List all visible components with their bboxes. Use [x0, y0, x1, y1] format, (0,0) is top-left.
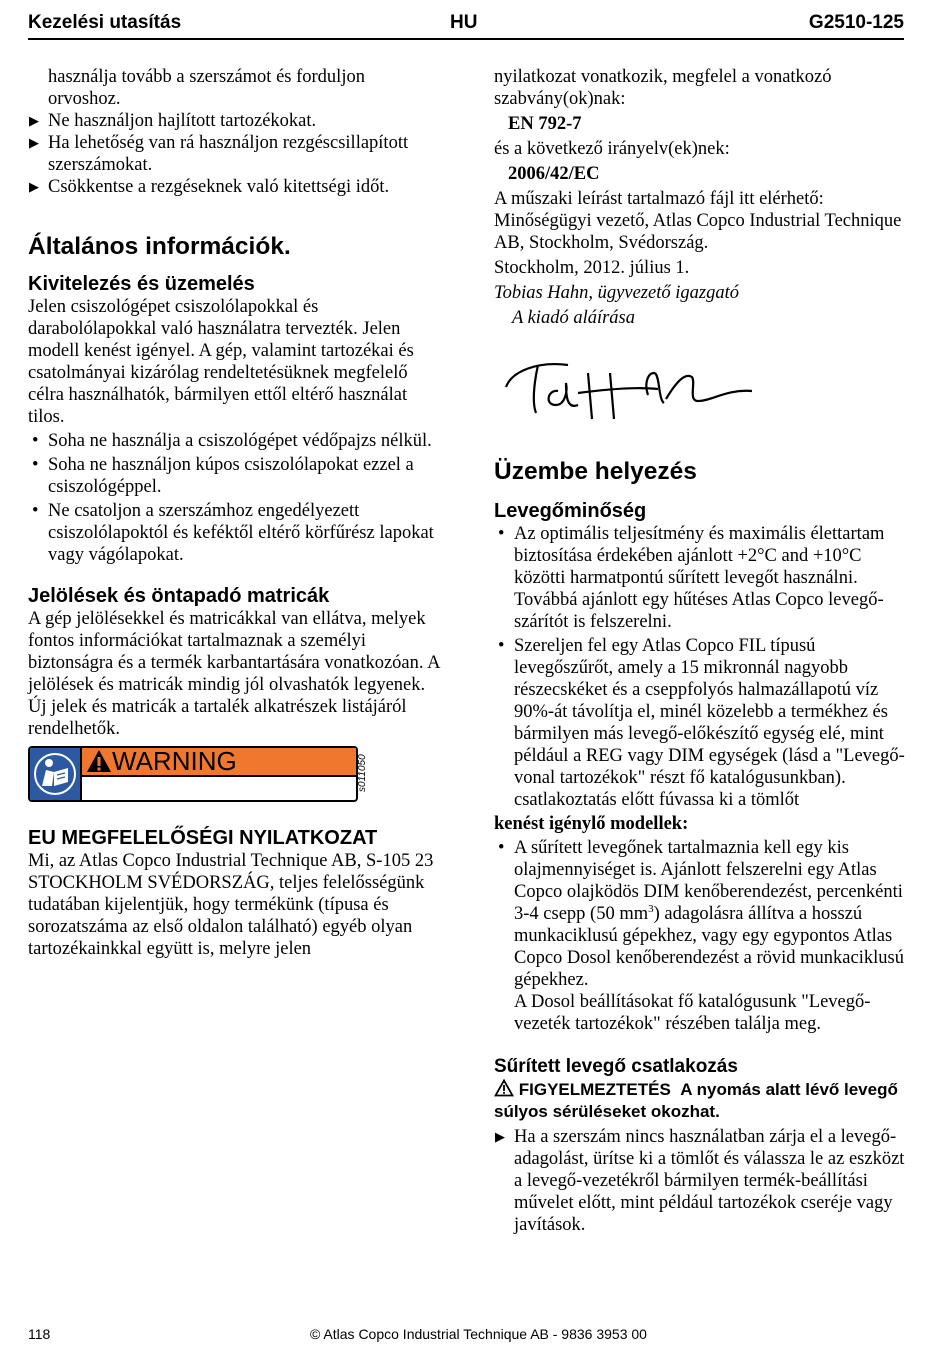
- document-title: Kezelési utasítás: [28, 12, 182, 33]
- list-item: [494, 1126, 906, 1236]
- list-item-text: Szereljen fel egy Atlas Copco FIL típusú levegőszűrőt, amely a 15 mikronnál nagyobb részecskéket és a cseppfolyós halmazállapotú víz 90%-át távolítja el, minél közelebb a termékhez és bármilyen más levegő-előkészítő egység elé, mint például a REG vagy DIM egységek (lásd a "Levegő-vonal tartozékok" részt fő katalógusunkban). csatlakoztatás előtt fúvassa ki a tömlőt: [514, 636, 905, 810]
- continued-text-line-1: használja tovább a szerszámot és forduljon: [48, 67, 365, 87]
- list-item: [494, 635, 906, 811]
- page-header: [28, 10, 904, 40]
- list-item: [28, 176, 448, 198]
- eu-continued-paragraph: nyilatkozat vonatkozik, megfelel a vonatkozó szabvány(ok)nak:: [494, 67, 832, 109]
- right-column: [494, 66, 906, 1236]
- continued-text-line-2: orvoshoz.: [48, 89, 121, 109]
- triangle-right-icon: ▶: [29, 179, 39, 194]
- list-item-text: Ne csatoljon a szerszámhoz engedélyezett csiszolólapoktól és keféktől eltérő körfűrész lapokat vagy vágólapokat.: [48, 501, 434, 565]
- place-and-date: Stockholm, 2012. július 1.: [494, 258, 690, 278]
- signer-name: Tobias Hahn, ügyvezető igazgató: [494, 283, 739, 303]
- left-column: [28, 66, 448, 960]
- marks-paragraph: A gép jelölésekkel és matricákkal van ellátva, melyek fontos információkat tartalmaznak a személyi biztonságra és a termék karbantartására vonatkozóan. A jelölések és matricák mindig jól olvashatók legyenek. Új jelek és matricák a tartalék alkatrészek listájáról rendelhetők.: [28, 609, 440, 739]
- dosol-text: A Dosol beállításokat fő katalógusunk "Levegő-vezeték tartozékok" részében találja meg.: [514, 992, 871, 1034]
- language-code: HU: [450, 12, 478, 33]
- list-item-text: Soha ne használjon kúpos csiszolólapokat ezzel a csiszológéppel.: [48, 455, 414, 497]
- subsection-title-design: Kivitelezés és üzemelés: [28, 273, 255, 295]
- warning-banner: [82, 748, 356, 777]
- list-item: [494, 837, 906, 991]
- list-item-text: Az optimális teljesítmény és maximális élettartam biztosítása érdekében ajánlott +2°C and +10°C közötti harmatpontú sűrített levegőt használni. Továbbá ajánlott egy hűtéses Atlas Copco levegő-szárítót is felszerelni.: [514, 524, 885, 632]
- model-number: G2510-125: [808, 12, 904, 33]
- section-title-startup: Üzembe helyezés: [494, 458, 697, 485]
- list-item-text: A sűrített levegőnek tartalmaznia kell egy kis olajmennyiséget is. Ajánlott felszerelni egy Atlas Copco olajködös DIM kenőberendezést, percenkénti 3-4 csepp (50 $mm^3$) adagolásra állítva a hosszú munkaciklusú gépekhez, vagy egy egypontos Atlas Copco Dosol kenőberendezést a rövid munkaciklusú gépekhez.: [514, 838, 904, 990]
- subsection-title-air-quality: Levegőminőség: [494, 500, 647, 522]
- warning-heading: FIGYELMEZTETÉS: [518, 1080, 671, 1099]
- warning-triangle-icon: [86, 749, 112, 773]
- directive-number: 2006/42/EC: [508, 164, 600, 184]
- read-manual-icon: [30, 748, 82, 800]
- label-code: s011050: [357, 754, 368, 792]
- section-title-general: Általános információk.: [28, 233, 291, 260]
- technical-file-text: A műszaki leírást tartalmazó fájl itt elérhető: Minőségügyi vezető, Atlas Copco Industrial Technique AB, Stockholm, Svédország.: [494, 189, 902, 253]
- triangle-right-icon: ▶: [29, 135, 39, 150]
- list-item: [28, 132, 448, 176]
- warning-notice: [494, 1079, 906, 1123]
- list-item: [28, 500, 448, 566]
- list-item-text: Soha ne használja a csiszológépet védőpajzs nélkül.: [48, 431, 432, 451]
- list-item-text: Ha a szerszám nincs használatban zárja el a levegő-adagolást, ürítse ki a tömlőt és válassza le az eszközt a levegő-vezetékről bármilyen termék-beállítási művelet előtt, mint például tartozékok cseréje vagy javítások.: [514, 1127, 905, 1235]
- subsection-title-connection: Sűrített levegő csatlakozás: [494, 1056, 738, 1077]
- warning-label-text: WARNING: [112, 746, 237, 776]
- copyright: © Atlas Copco Industrial Technique AB - 9836 3953 00: [310, 1326, 647, 1342]
- design-paragraph: Jelen csiszológépet csiszolólapokkal és darabolólapokkal való használatra tervezték. Jelen modell kenést igényel. A gép, valamint tartozékai és csatolmányai kizárólag rendeltetésüknek megfelelő célra használhatók, bármilyen ettől eltérő használat tilos.: [28, 297, 414, 427]
- list-item: [28, 110, 448, 132]
- eu-paragraph: Mi, az Atlas Copco Industrial Technique AB, S-105 23 STOCKHOLM SVÉDORSZÁG, teljes felelősségünk tudatában kijelentjük, hogy termékünk (típusa és sorozatszáma az első oldalon található) egyéb olyan tartozékainkkal együtt is, melyre jelen: [28, 851, 434, 959]
- subsection-title-eu-declaration: EU MEGFELELŐSÉGI NYILATKOZAT: [28, 827, 378, 849]
- bullet-dot-icon: •: [32, 431, 39, 451]
- warning-triangle-icon: [494, 1079, 514, 1097]
- list-item: [494, 523, 906, 633]
- warning-text: A nyomás alatt lévő levegő súlyos sérüléseket okozhat.: [494, 1080, 898, 1121]
- signature: [494, 329, 906, 457]
- signature-caption: A kiadó aláírása: [512, 308, 635, 328]
- list-item: [28, 430, 448, 452]
- list-item: [28, 454, 448, 498]
- subsection-title-marks: Jelölések és öntapadó matricák: [28, 585, 330, 607]
- triangle-right-icon: ▶: [29, 113, 39, 128]
- lubed-models-heading: kenést igénylő modellek:: [494, 814, 689, 834]
- bullet-dot-icon: •: [498, 636, 505, 656]
- list-item-text: Csökkentse a rezgéseknek való kitettségi időt.: [48, 177, 390, 197]
- page-number: 118: [28, 1326, 51, 1342]
- directive-intro: és a következő irányelv(ek)nek:: [494, 139, 730, 159]
- list-item-text: Ne használjon hajlított tartozékokat.: [48, 111, 317, 131]
- triangle-right-icon: ▶: [495, 1129, 505, 1144]
- bullet-dot-icon: •: [32, 501, 39, 521]
- bullet-dot-icon: •: [498, 838, 505, 858]
- standard-number: EN 792-7: [508, 114, 582, 134]
- list-item-text: Ha lehetőség van rá használjon rezgéscsillapított szerszámokat.: [48, 133, 409, 175]
- bullet-dot-icon: •: [32, 455, 39, 475]
- bullet-dot-icon: •: [498, 524, 505, 544]
- warning-label-image: [28, 746, 358, 802]
